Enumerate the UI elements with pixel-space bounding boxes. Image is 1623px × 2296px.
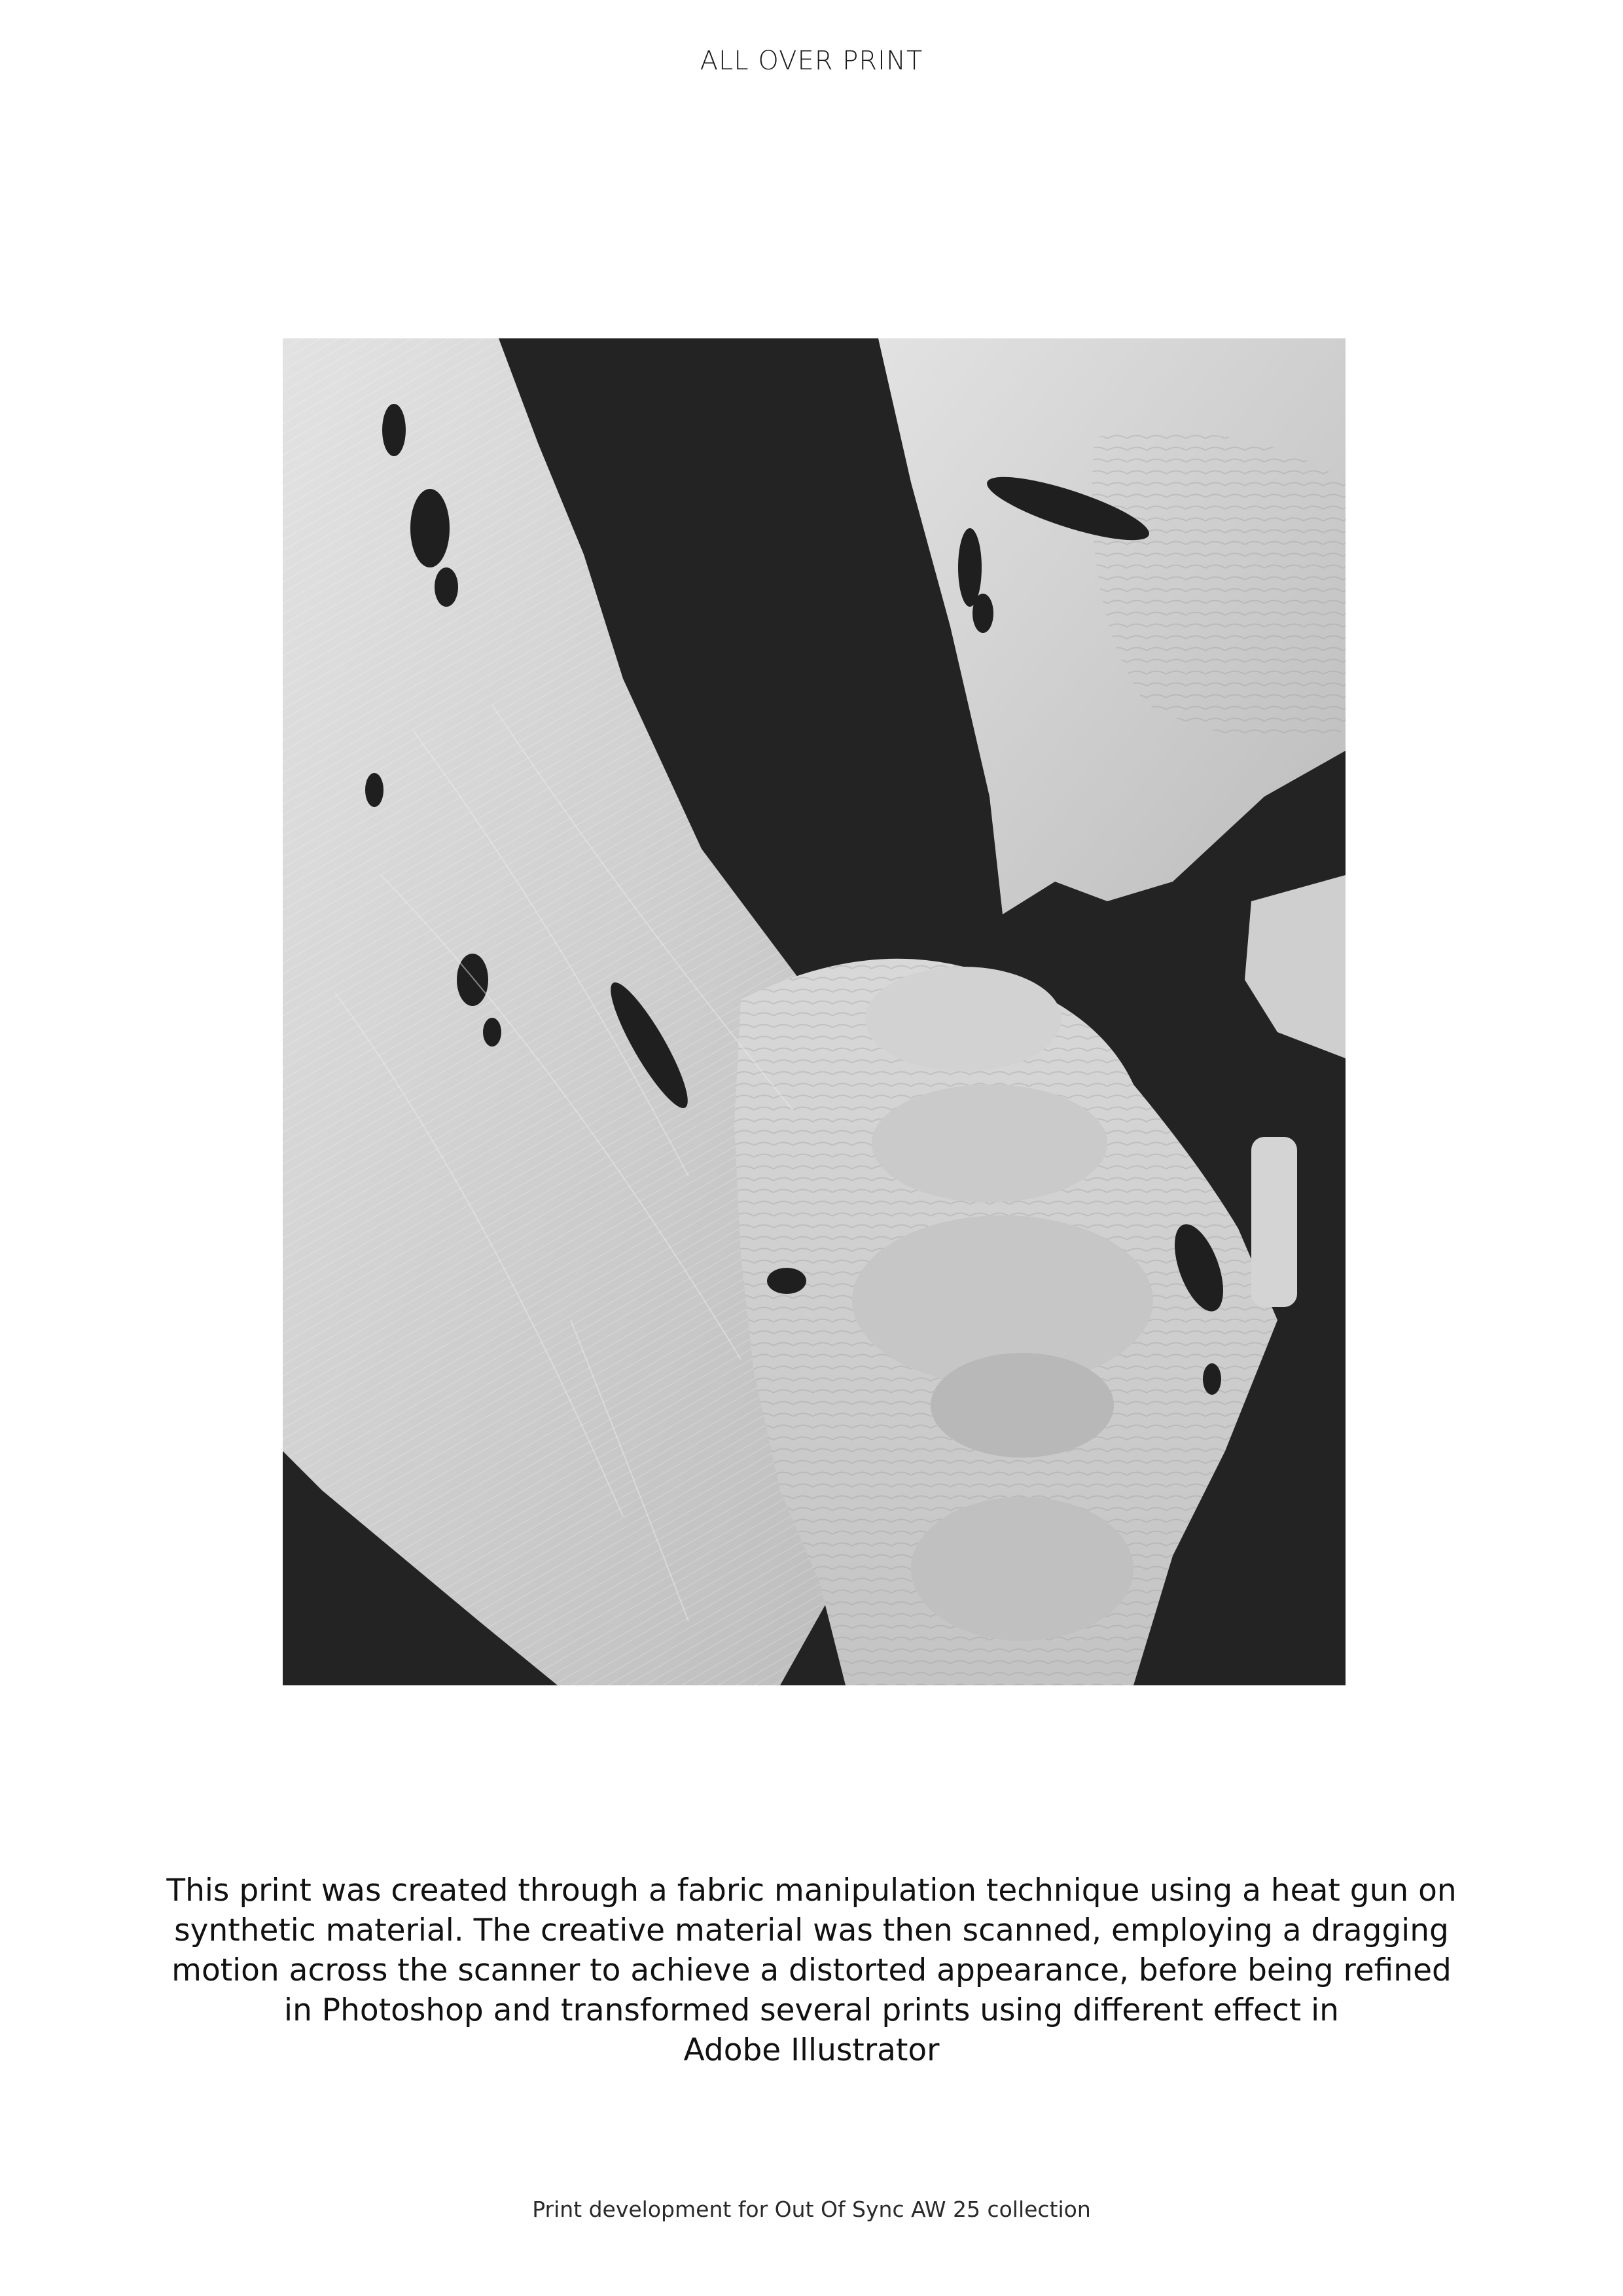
fabric-lobe (931, 1353, 1114, 1458)
description-line: motion across the scanner to achieve a distorted appearance, before being refined (171, 1952, 1452, 1988)
fabric-right-strip (1251, 1137, 1297, 1307)
description-line: in Photoshop and transformed several prints using different effect in (284, 1992, 1339, 2028)
description-paragraph (92, 1871, 1531, 2070)
fabric-lobe (865, 967, 1061, 1071)
fabric-lobe (911, 1497, 1133, 1641)
description-line: synthetic material. The creative material was then scanned, employing a dragging (174, 1912, 1449, 1948)
footer-caption: Print development for Out Of Sync AW 25 collection (532, 2197, 1091, 2222)
page-title: ALL OVER PRINT (700, 46, 923, 76)
description-line: Adobe Illustrator (683, 2032, 940, 2068)
fabric-scan-image (283, 338, 1346, 1685)
description-line: This print was created through a fabric manipulation technique using a heat gun on (166, 1873, 1457, 1909)
fabric-lobe (872, 1085, 1107, 1202)
